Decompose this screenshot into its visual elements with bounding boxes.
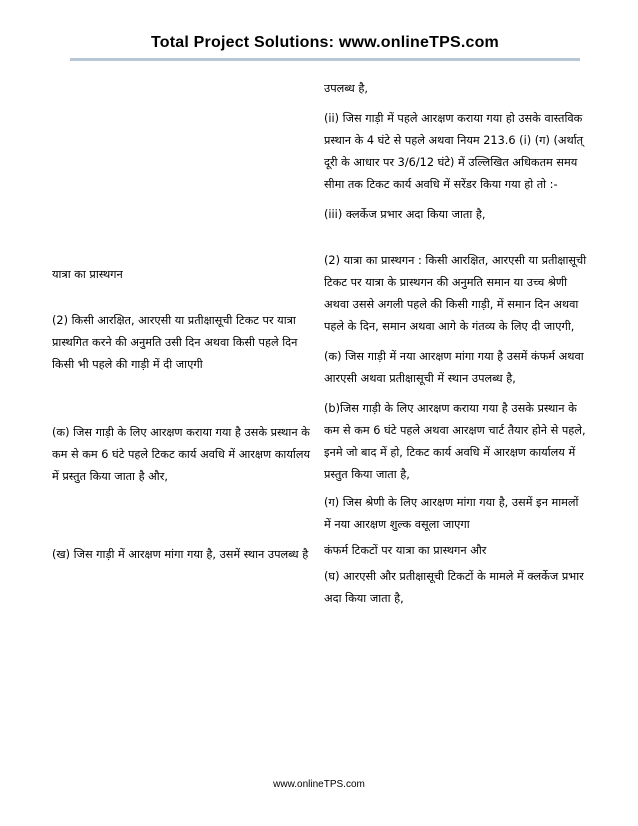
left-para-3: (ख) जिस गाड़ी में आरक्षण मांगा गया है, उसमें स्थान उपलब्ध है bbox=[52, 548, 309, 561]
right-para-5: (क) जिस गाड़ी में नया आरक्षण मांगा गया है उसमें कंफर्म अथवा आरएसी अथवा प्रतीक्षासूची में स्थान उपलब्ध है, bbox=[324, 350, 584, 385]
left-para-2: (क) जिस गाड़ी के लिए आरक्षण कराया गया है उसके प्रस्थान के कम से कम 6 घंटे पहले टिकट कार्य अवधि में आरक्षण कार्यालय में प्रस्तुत किया जाता है और, bbox=[52, 426, 311, 483]
left-heading: यात्रा का प्रास्थगन bbox=[52, 268, 123, 281]
left-para-1: (2) किसी आरक्षित, आरएसी या प्रतीक्षासूची टिकट पर यात्रा प्रास्थगित करने की अनुमति उसी दिन अथवा किसी पहले दिन किसी भी पहले की गाड़ी में दी जाएगी bbox=[52, 314, 298, 371]
right-para-7: (ग) जिस श्रेणी के लिए आरक्षण मांगा गया है, उसमें इन मामलों में नया आरक्षण शुल्क वसूला जाएगा bbox=[324, 496, 579, 531]
right-para-8: कंफर्म टिकटों पर यात्रा का प्रास्थगन और bbox=[324, 544, 487, 557]
page-header: Total Project Solutions: www.onlineTPS.com bbox=[151, 34, 499, 51]
page-footer: www.onlineTPS.com bbox=[273, 779, 365, 790]
header-divider bbox=[70, 58, 580, 61]
right-para-6: (b)जिस गाड़ी के लिए आरक्षण कराया गया है उसके प्रस्थान के कम से कम 6 घंटे पहले अथवा आरक्षण चार्ट तैयार होने से पहले, इनमे जो बाद में हो, टिकट कार्य अवधि में आरक्षण कार्यालय में प्रस्तुत किया जाता है, bbox=[324, 402, 586, 481]
right-para-3: (iii) क्लर्केज प्रभार अदा किया जाता है, bbox=[324, 208, 486, 221]
right-para-1: उपलब्ध है, bbox=[324, 82, 368, 95]
right-para-9: (घ) आरएसी और प्रतीक्षासूची टिकटों के मामले में क्लर्केज प्रभार अदा किया जाता है, bbox=[324, 570, 584, 605]
right-para-4: (2) यात्रा का प्रास्थगन : किसी आरक्षित, आरएसी या प्रतीक्षासूची टिकट पर यात्रा के प्रास्थगन की अनुमति समान या उच्च श्रेणी अथवा उससे अगली पहले की किसी गाड़ी, में समान दिन अथवा पहले के दिन, समान अथवा आगे के गंतव्य के लिए दी जाएगी, bbox=[324, 254, 587, 333]
right-para-2: (ii) जिस गाड़ी में पहले आरक्षण कराया गया हो उसके वास्तविक प्रस्थान के 4 घंटे से पहले अथवा नियम 213.6 (i) (ग) (अर्थात् दूरी के आधार पर 3/6/12 घंटे) में उल्लिखित अधिकतम समय सीमा तक टिकट कार्य अवधि में सरेंडर किया गया हो तो :- bbox=[324, 112, 584, 191]
right-column bbox=[324, 78, 588, 610]
